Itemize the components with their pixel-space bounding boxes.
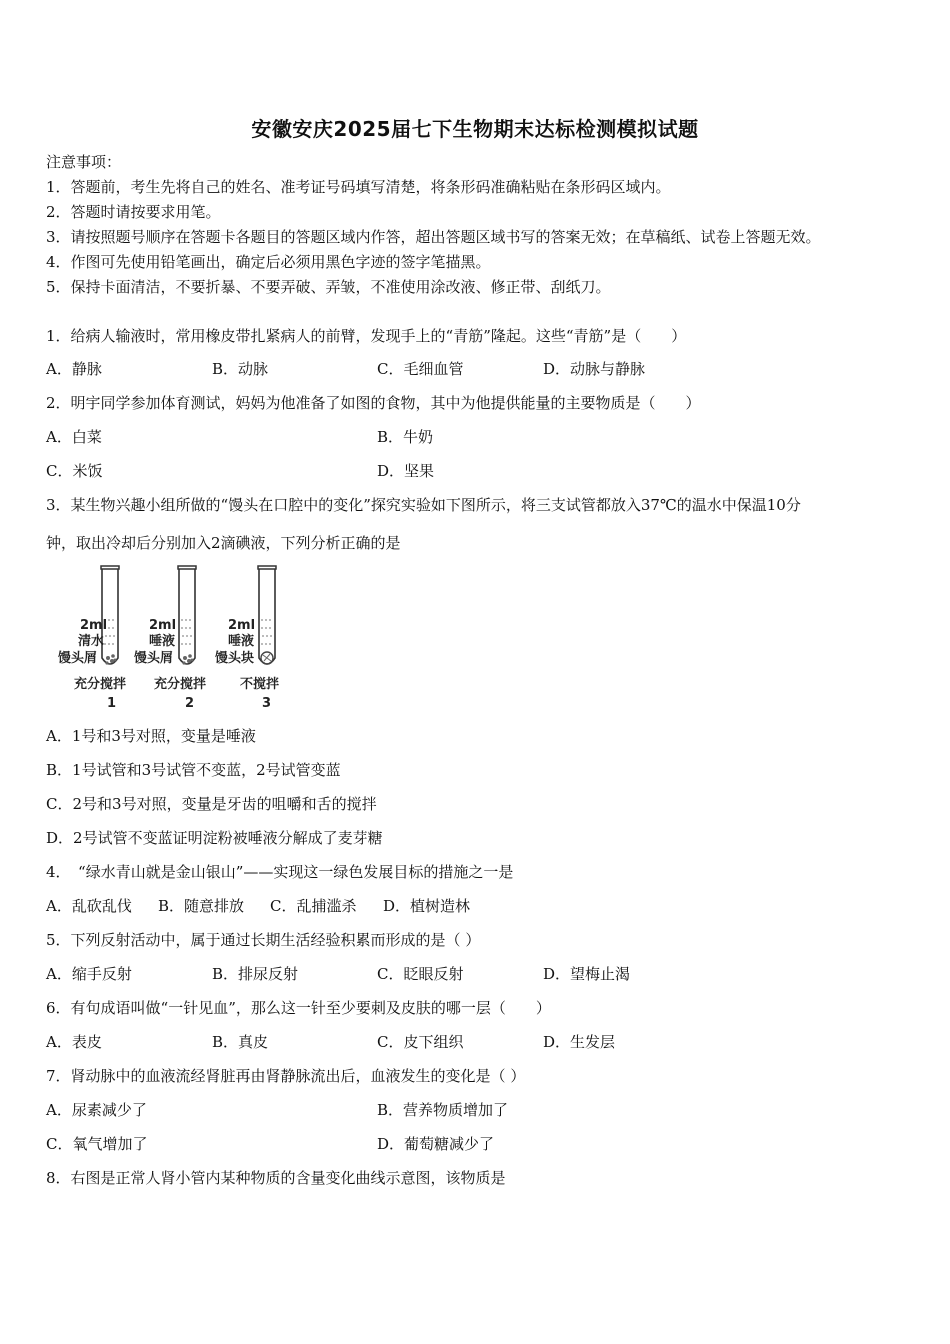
tube-2-action: 充分搅拌 — [154, 677, 207, 692]
question-stem: 1．给病人输液时，常用橡皮带扎紧病人的前臂，发现手上的“青筋”隆起。这些“青筋”是（ ） — [46, 327, 687, 345]
option-b: B．排尿反射 — [212, 965, 299, 983]
option-b: B．随意排放 — [158, 897, 245, 915]
notice-item: 2．答题时请按要求用笔。 — [46, 203, 221, 221]
option-c: C．眨眼反射 — [377, 965, 464, 983]
option-b: B．营养物质增加了 — [377, 1101, 509, 1119]
question-stem: 3．某生物兴趣小组所做的“馒头在口腔中的变化”探究实验如下图所示，将三支试管都放入37℃的温水中保温10分 — [46, 496, 801, 514]
option-d: D．葡萄糖减少了 — [377, 1135, 495, 1153]
question-stem: 6．有句成语叫做“一针见血”，那么这一针至少要刺及皮肤的哪一层（ ） — [46, 999, 551, 1017]
option-a: A．缩手反射 — [46, 965, 132, 983]
option-b: B．真皮 — [212, 1033, 269, 1051]
option-d: D．生发层 — [543, 1033, 616, 1051]
test-tube-2 — [134, 566, 206, 711]
option-b: B．牛奶 — [377, 428, 434, 446]
tube-3-number: 3 — [262, 696, 272, 711]
option-c: C．氧气增加了 — [46, 1135, 148, 1153]
question-stem: 2．明宇同学参加体育测试，妈妈为他准备了如图的食物，其中为他提供能量的主要物质是（ ） — [46, 394, 701, 412]
option-a: A．白菜 — [46, 428, 102, 446]
option-d: D．望梅止渴 — [543, 965, 631, 983]
option-d: D．2号试管不变蓝证明淀粉被唾液分解成了麦芽糖 — [46, 829, 383, 847]
option-c: C．2号和3号对照，变量是牙齿的咀嚼和舌的搅拌 — [46, 795, 377, 813]
test-tubes-figure — [52, 562, 292, 714]
test-tube-3 — [215, 566, 279, 711]
tube-1-liquid: 清水 — [78, 634, 105, 649]
question-stem-continued: 钟，取出冷却后分别加入2滴碘液，下列分析正确的是 — [46, 534, 401, 552]
option-a: A．乱砍乱伐 — [46, 897, 132, 915]
option-a: A．静脉 — [46, 360, 102, 378]
tube-3-liquid: 唾液 — [228, 634, 255, 649]
tube-3-solid: 馒头块 — [215, 651, 255, 666]
option-c: C．米饭 — [46, 462, 103, 480]
tube-2-number: 2 — [185, 696, 195, 711]
option-b: B．动脉 — [212, 360, 269, 378]
option-d: D．动脉与静脉 — [543, 360, 646, 378]
option-d: D．坚果 — [377, 462, 435, 480]
tube-1-solid: 馒头屑 — [58, 651, 98, 666]
tube-1-amount: 2ml — [80, 618, 108, 633]
tube-2-solid: 馒头屑 — [134, 651, 174, 666]
question-stem: 4． “绿水青山就是金山银山”——实现这一绿色发展目标的措施之一是 — [46, 863, 514, 881]
option-c: C．乱捕滥杀 — [270, 897, 357, 915]
test-tube-1 — [58, 566, 126, 711]
question-stem: 7．肾动脉中的血液流经肾脏再由肾静脉流出后，血液发生的变化是（ ） — [46, 1067, 526, 1085]
tube-3-action: 不搅拌 — [240, 677, 280, 692]
option-a: A．1号和3号对照，变量是唾液 — [46, 727, 256, 745]
option-c: C．皮下组织 — [377, 1033, 464, 1051]
option-a: A．表皮 — [46, 1033, 102, 1051]
notice-item: 5．保持卡面清洁，不要折暴、不要弄破、弄皱，不准使用涂改液、修正带、刮纸刀。 — [46, 278, 611, 296]
tube-1-action: 充分搅拌 — [74, 677, 127, 692]
option-d: D．植树造林 — [383, 897, 471, 915]
question-stem: 8．右图是正常人肾小管内某种物质的含量变化曲线示意图，该物质是 — [46, 1169, 506, 1187]
tube-2-liquid: 唾液 — [149, 634, 176, 649]
tube-1-number: 1 — [107, 696, 117, 711]
notice-item: 4．作图可先使用铅笔画出，确定后必须用黑色字迹的签字笔描黑。 — [46, 253, 491, 271]
notice-item: 3．请按照题号顺序在答题卡各题目的答题区域内作答，超出答题区域书写的答案无效；在草稿纸、试卷上答题无效。 — [46, 228, 821, 246]
tube-3-amount: 2ml — [228, 618, 256, 633]
notice-item: 1．答题前，考生先将自己的姓名、准考证号码填写清楚，将条形码准确粘贴在条形码区域内。 — [46, 178, 671, 196]
notice-heading: 注意事项： — [46, 153, 122, 171]
option-a: A．尿素减少了 — [46, 1101, 147, 1119]
page-title: 安徽安庆2025届七下生物期末达标检测模拟试题 — [251, 117, 699, 141]
question-stem: 5．下列反射活动中，属于通过长期生活经验积累而形成的是（ ） — [46, 931, 481, 949]
option-c: C．毛细血管 — [377, 360, 464, 378]
option-b: B．1号试管和3号试管不变蓝，2号试管变蓝 — [46, 761, 341, 779]
tube-2-amount: 2ml — [149, 618, 177, 633]
